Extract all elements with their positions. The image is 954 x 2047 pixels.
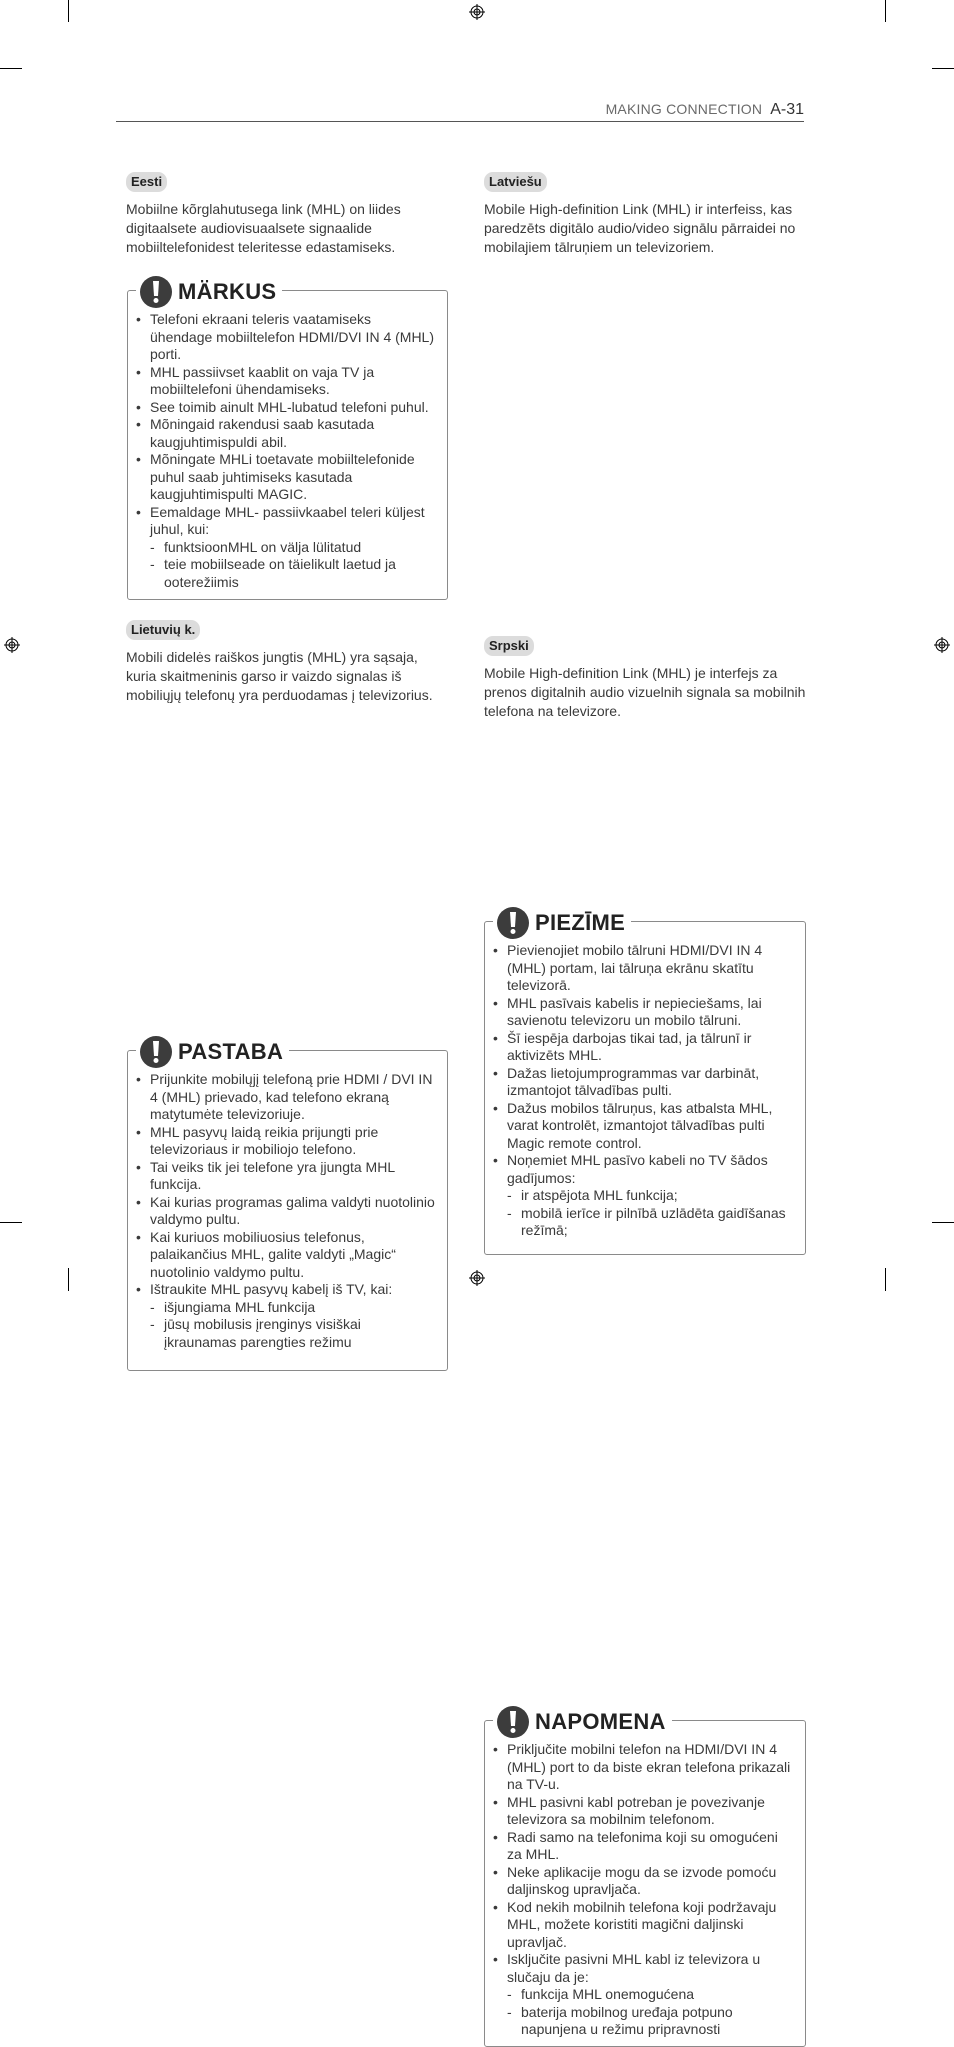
section-intro: Mobile High-definition Link (MHL) ir interfeiss, kas paredzēts digitālo audio/video signālu pārraidei no mobilajiem tālruņiem un televizoriem. bbox=[484, 201, 796, 255]
list-item: • Mõningate MHLi toetavate mobiiltelefonide puhul saab juhtimiseks kasutada kaugjuhtimispulti MAGIC. bbox=[136, 451, 435, 504]
section-lietuviu bbox=[126, 620, 448, 705]
note-list bbox=[493, 1741, 793, 2039]
list-item: • Prijunkite mobilųjį telefoną prie HDMI / DVI IN 4 (MHL) prievado, kad telefono ekraną matytumėte televizoriuje. bbox=[136, 1071, 435, 1124]
crop-mark bbox=[0, 68, 22, 69]
list-item: • Radi samo na telefonima koji su omogućeni za MHL. bbox=[493, 1829, 793, 1864]
list-item: • Kai kuriuos mobiliuosius telefonus, palaikančius MHL, galite valdyti „Magic“ nuotolinio valdymo pultu. bbox=[136, 1229, 435, 1282]
registration-mark-icon bbox=[4, 637, 20, 653]
sub-list-item: - išjungiama MHL funkcija bbox=[150, 1299, 435, 1317]
list-item: • MHL passiivset kaablit on vaja TV ja mobiiltelefoni ühendamiseks. bbox=[136, 364, 435, 399]
note-box bbox=[127, 279, 448, 600]
list-item: • Dažus mobilos tālruņus, kas atbalsta MHL, varat kontrolēt, izmantojot tālvadības pulti Magic remote control. bbox=[493, 1100, 793, 1153]
crop-mark bbox=[932, 68, 954, 69]
list-item: • Kod nekih mobilnih telefona koji podržavaju MHL, možete koristiti magični daljinski upravljač. bbox=[493, 1899, 793, 1952]
language-tag: Eesti bbox=[126, 172, 167, 192]
list-item bbox=[493, 1951, 793, 2039]
sub-list bbox=[507, 1187, 793, 1240]
crop-mark bbox=[68, 0, 69, 22]
list-item: • MHL pasyvų laidą reikia prijungti prie televizoriaus ir mobiliojo telefono. bbox=[136, 1124, 435, 1159]
list-item: • Telefoni ekraani teleris vaatamiseks ühendage mobiiltelefon HDMI/DVI IN 4 (MHL) porti. bbox=[136, 311, 435, 364]
section-latviesu bbox=[484, 172, 806, 257]
crop-mark bbox=[932, 1222, 954, 1223]
sub-list-item: - funkcija MHL onemogućena bbox=[507, 1986, 793, 2004]
running-header bbox=[606, 101, 804, 119]
list-item-text: Isključite pasivni MHL kabl iz televizora u slučaju da je: bbox=[507, 1951, 761, 1985]
list-item: • Mõningaid rakendusi saab kasutada kaugjuhtimispuldi abil. bbox=[136, 416, 435, 451]
note-title: PIEZĪME bbox=[535, 910, 626, 935]
registration-mark-icon bbox=[934, 637, 950, 653]
list-item bbox=[136, 1281, 435, 1351]
sub-list-item: - teie mobiilseade on täielikult laetud ja ooterežiimis bbox=[150, 556, 435, 591]
sub-list-item: - ir atspējota MHL funkcija; bbox=[507, 1187, 793, 1205]
language-tag: Lietuvių k. bbox=[126, 620, 200, 640]
list-item: • Tai veiks tik jei telefone yra įjungta MHL funkcija. bbox=[136, 1159, 435, 1194]
list-item bbox=[136, 504, 435, 592]
sub-list bbox=[507, 1986, 793, 2039]
note-box bbox=[484, 910, 806, 1255]
note-header bbox=[136, 275, 282, 309]
section-intro: Mobili didelės raiškos jungtis (MHL) yra sąsaja, kuria skaitmeninis garso ir vaizdo signalas iš mobiliųjų telefonų yra perduodamas į televizorius. bbox=[126, 649, 433, 703]
registration-mark-icon bbox=[469, 1270, 485, 1286]
sub-list-item: - mobilā ierīce ir pilnībā uzlādēta gaidīšanas režīmā; bbox=[507, 1205, 793, 1240]
list-item: • Dažas lietojumprogrammas var darbināt, izmantojot tālvadības pulti. bbox=[493, 1065, 793, 1100]
list-item: • Pievienojiet mobilo tālruni HDMI/DVI IN 4 (MHL) portam, lai tālruņa ekrānu skatītu televizorā. bbox=[493, 942, 793, 995]
note-header bbox=[493, 906, 631, 940]
sub-list-item: - baterija mobilnog uređaja potpuno napunjena u režimu pripravnosti bbox=[507, 2004, 793, 2039]
exclamation-icon bbox=[497, 1706, 529, 1738]
list-item: • Priključite mobilni telefon na HDMI/DVI IN 4 (MHL) port to da biste ekran telefona prikazali na TV-u. bbox=[493, 1741, 793, 1794]
section-eesti bbox=[126, 172, 448, 257]
list-item: • Kai kurias programas galima valdyti nuotolinio valdymo pultu. bbox=[136, 1194, 435, 1229]
note-title: PASTABA bbox=[178, 1039, 284, 1064]
exclamation-icon bbox=[140, 276, 172, 308]
language-tag: Latviešu bbox=[484, 172, 547, 192]
sub-list-item: - jūsų mobilusis įrenginys visiškai įkraunamas parengties režimu bbox=[150, 1316, 435, 1351]
crop-mark bbox=[0, 1222, 22, 1223]
header-rule bbox=[116, 121, 804, 122]
note-title: MÄRKUS bbox=[178, 279, 277, 304]
note-box bbox=[484, 1709, 806, 2047]
sub-list bbox=[150, 1299, 435, 1352]
list-item-text: Ištraukite MHL pasyvų kabelį iš TV, kai: bbox=[150, 1281, 393, 1297]
crop-mark bbox=[885, 0, 886, 22]
note-list bbox=[493, 942, 793, 1240]
note-list bbox=[136, 311, 435, 591]
list-item bbox=[493, 1152, 793, 1240]
crop-mark bbox=[885, 1268, 886, 1291]
list-item-text: Eemaldage MHL- passiivkaabel teleri küljest juhul, kui: bbox=[150, 503, 425, 537]
registration-mark-icon bbox=[469, 4, 485, 20]
note-header bbox=[493, 1705, 672, 1739]
sub-list-item: - funktsioonMHL on välja lülitatud bbox=[150, 539, 435, 557]
section-srpski bbox=[484, 636, 806, 721]
list-item-text: Noņemiet MHL pasīvo kabeli no TV šādos gadījumos: bbox=[507, 1152, 768, 1186]
note-header bbox=[136, 1035, 289, 1069]
crop-mark bbox=[68, 1268, 69, 1291]
exclamation-icon bbox=[497, 907, 529, 939]
list-item: • Šī iespēja darbojas tikai tad, ja tālrunī ir aktivizēts MHL. bbox=[493, 1030, 793, 1065]
sub-list bbox=[150, 539, 435, 592]
language-tag: Srpski bbox=[484, 636, 534, 656]
page-number: A-31 bbox=[770, 101, 804, 118]
list-item: • See toimib ainult MHL-lubatud telefoni puhul. bbox=[136, 399, 435, 417]
note-box bbox=[127, 1039, 448, 1371]
note-title: NAPOMENA bbox=[535, 1709, 666, 1734]
list-item: • Neke aplikacije mogu da se izvode pomoću daljinskog upravljača. bbox=[493, 1864, 793, 1899]
section-intro: Mobiilne kõrglahutusega link (MHL) on liides digitaalsete audiovisuaalsete signaalide mobiiltelefonidest teleritesse edastamiseks. bbox=[126, 201, 401, 255]
list-item: • MHL pasivni kabl potreban je povezivanje televizora sa mobilnim telefonom. bbox=[493, 1794, 793, 1829]
note-list bbox=[136, 1071, 435, 1351]
exclamation-icon bbox=[140, 1036, 172, 1068]
list-item: • MHL pasīvais kabelis ir nepieciešams, lai savienotu televizoru un mobilo tālruni. bbox=[493, 995, 793, 1030]
header-section-title: MAKING CONNECTION bbox=[605, 101, 763, 117]
section-intro: Mobile High-definition Link (MHL) je interfejs za prenos digitalnih audio vizuelnih signala sa mobilnih telefona na televizore. bbox=[484, 665, 806, 719]
